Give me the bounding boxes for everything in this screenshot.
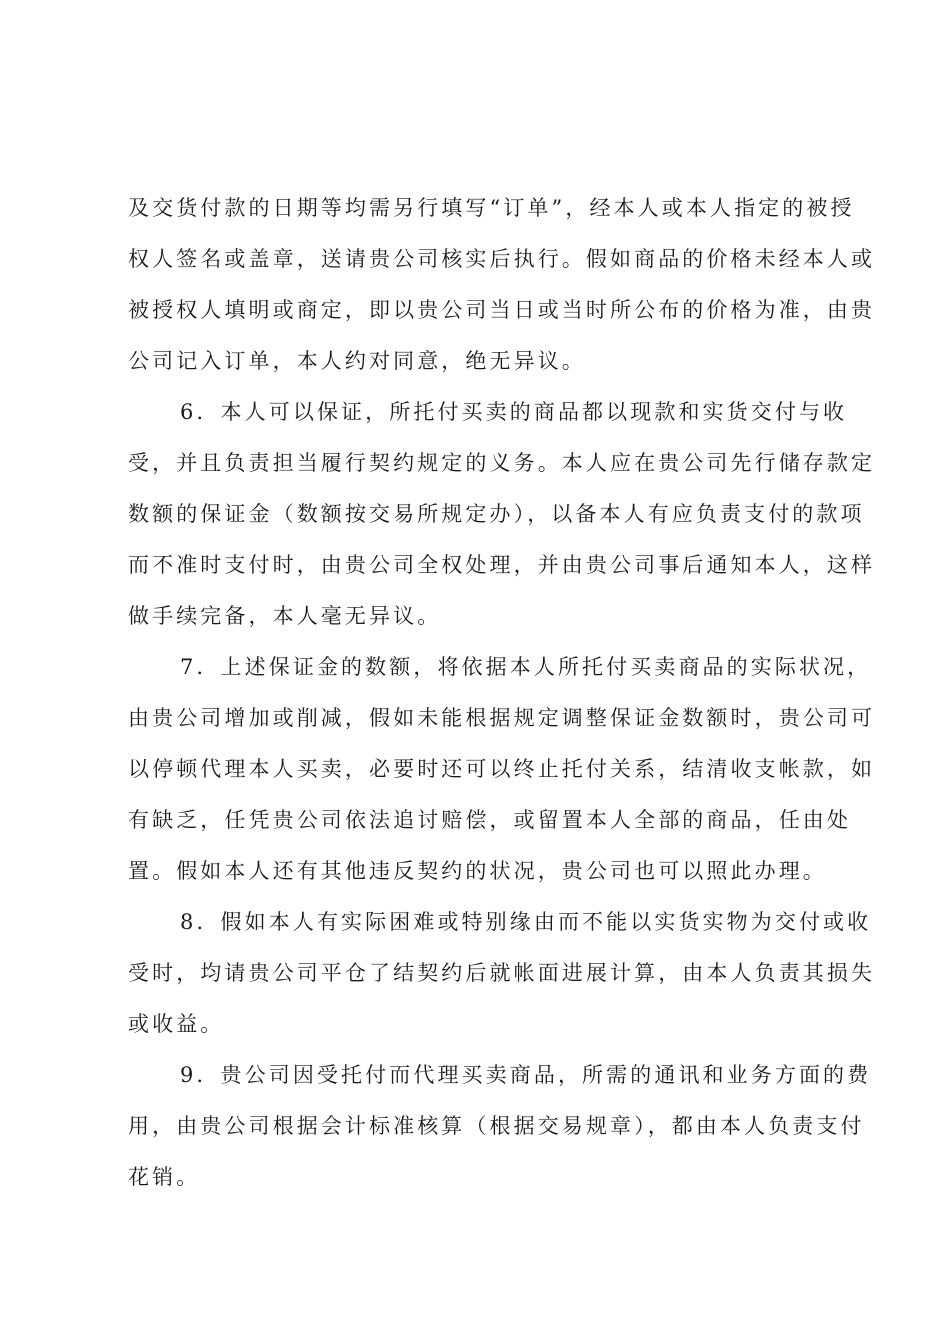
text-line: 7．上述保证金的数额，将依据本人所托付买卖商品的实际状况， [180, 655, 872, 679]
paragraph-6 [128, 387, 876, 642]
text-line: 有缺乏，任凭贵公司依法追讨赔偿，或留置本人全部的商品，任由处 [128, 808, 851, 832]
text-line: 受，并且负责担当履行契约规定的义务。本人应在贵公司先行储存款定 [128, 451, 876, 475]
text-line: 花销。 [128, 1165, 201, 1189]
text-line: 9．贵公司因受托付而代理买卖商品，所需的通讯和业务方面的费 [180, 1063, 872, 1087]
text-line: 受时，均请贵公司平仓了结契约后就帐面进展计算，由本人负责其损失 [128, 961, 876, 985]
text-line: 或收益。 [128, 1012, 225, 1036]
paragraph-7 [128, 642, 876, 897]
text-line: 置。假如本人还有其他违反契约的状况，贵公司也可以照此办理。 [128, 859, 827, 883]
text-line: 及交货付款的日期等均需另行填写“订单”，经本人或本人指定的被授 [128, 196, 855, 220]
text-line: 由贵公司增加或削减，假如未能根据规定调整保证金数额时，贵公司可 [128, 706, 876, 730]
text-line: 公司记入订单，本人约对同意，绝无异议。 [128, 349, 586, 373]
text-line: 数额的保证金（数额按交易所规定办），以备本人有应负责支付的款项 [128, 502, 865, 526]
text-line: 权人签名或盖章，送请贵公司核实后执行。假如商品的价格未经本人或 [128, 247, 876, 271]
text-line: 被授权人填明或商定，即以贵公司当日或当时所公布的价格为准，由贵 [128, 298, 876, 322]
text-line: 6．本人可以保证，所托付买卖的商品都以现款和实货交付与收 [180, 400, 848, 424]
text-line: 以停顿代理本人买卖，必要时还可以终止托付关系，结清收支帐款，如 [128, 757, 876, 781]
document-body [128, 183, 876, 1203]
text-line: 用，由贵公司根据会计标准核算（根据交易规章），都由本人负责支付 [128, 1114, 865, 1138]
paragraph-8 [128, 897, 876, 1050]
text-line: 而不准时支付时，由贵公司全权处理，并由贵公司事后通知本人，这样 [128, 553, 876, 577]
paragraph-5-continued [128, 183, 876, 387]
text-line: 8．假如本人有实际困难或特别缘由而不能以实货实物为交付或收 [180, 910, 872, 934]
text-line: 做手续完备，本人毫无异议。 [128, 604, 442, 628]
paragraph-9 [128, 1050, 872, 1203]
